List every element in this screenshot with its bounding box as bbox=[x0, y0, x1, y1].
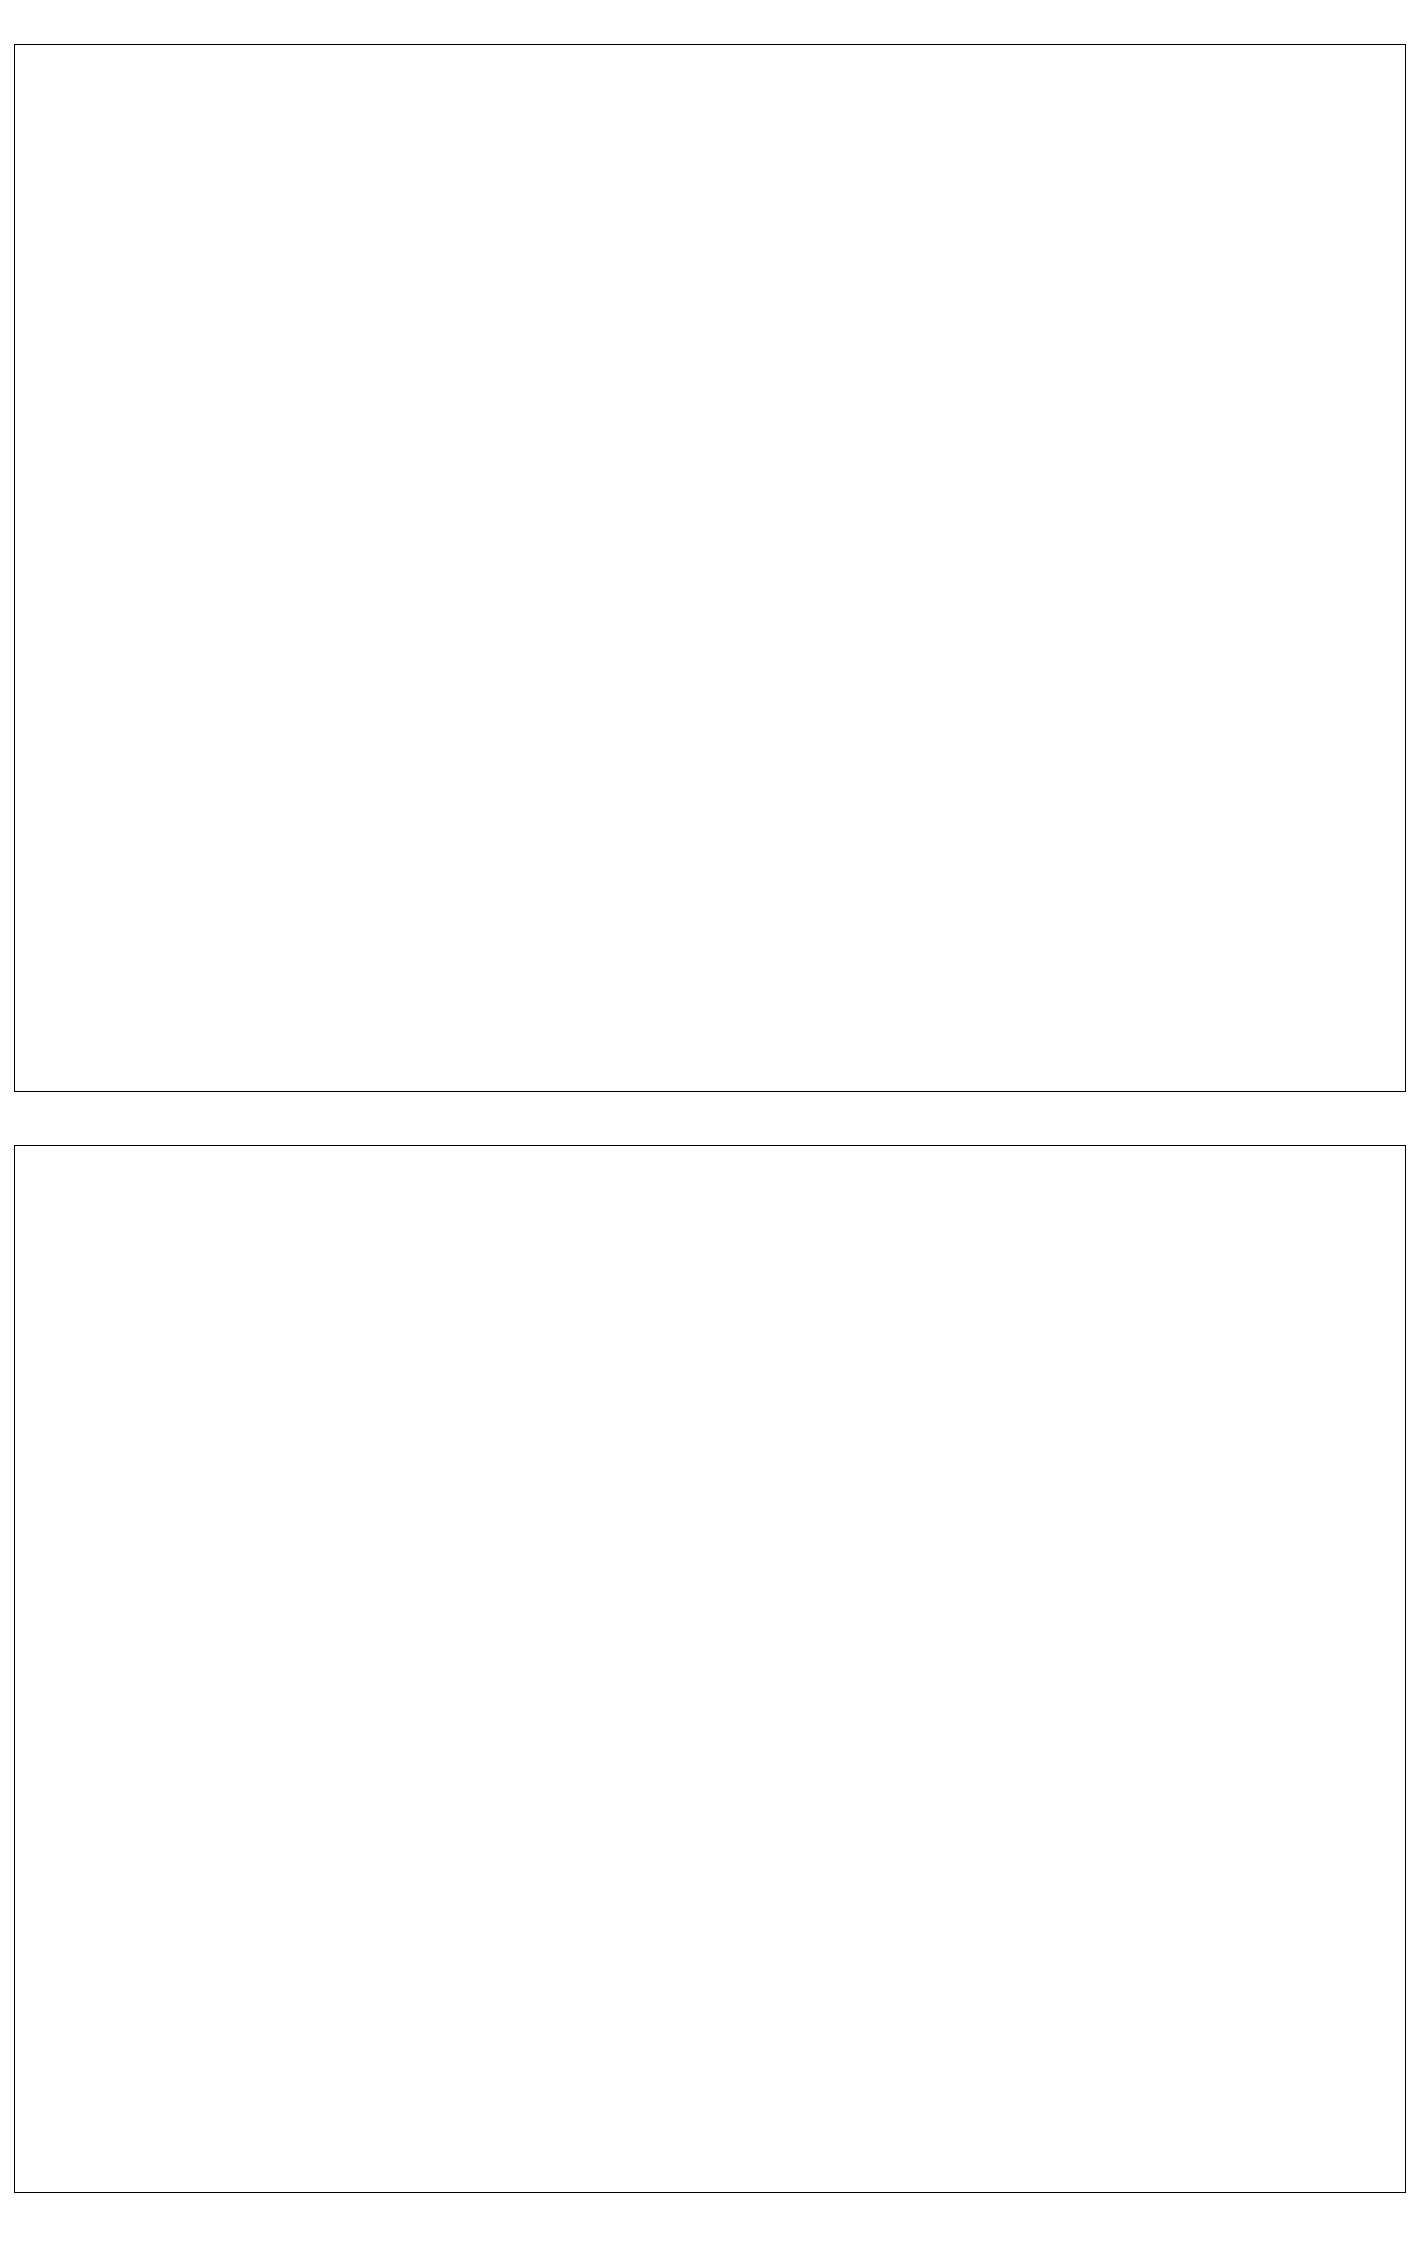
down-footprints-panel bbox=[14, 44, 1406, 1092]
down-footprints-map bbox=[15, 45, 1407, 1093]
conjugate-footprints-map bbox=[15, 1146, 1407, 2194]
conjugate-footprints-panel bbox=[14, 1145, 1406, 2193]
